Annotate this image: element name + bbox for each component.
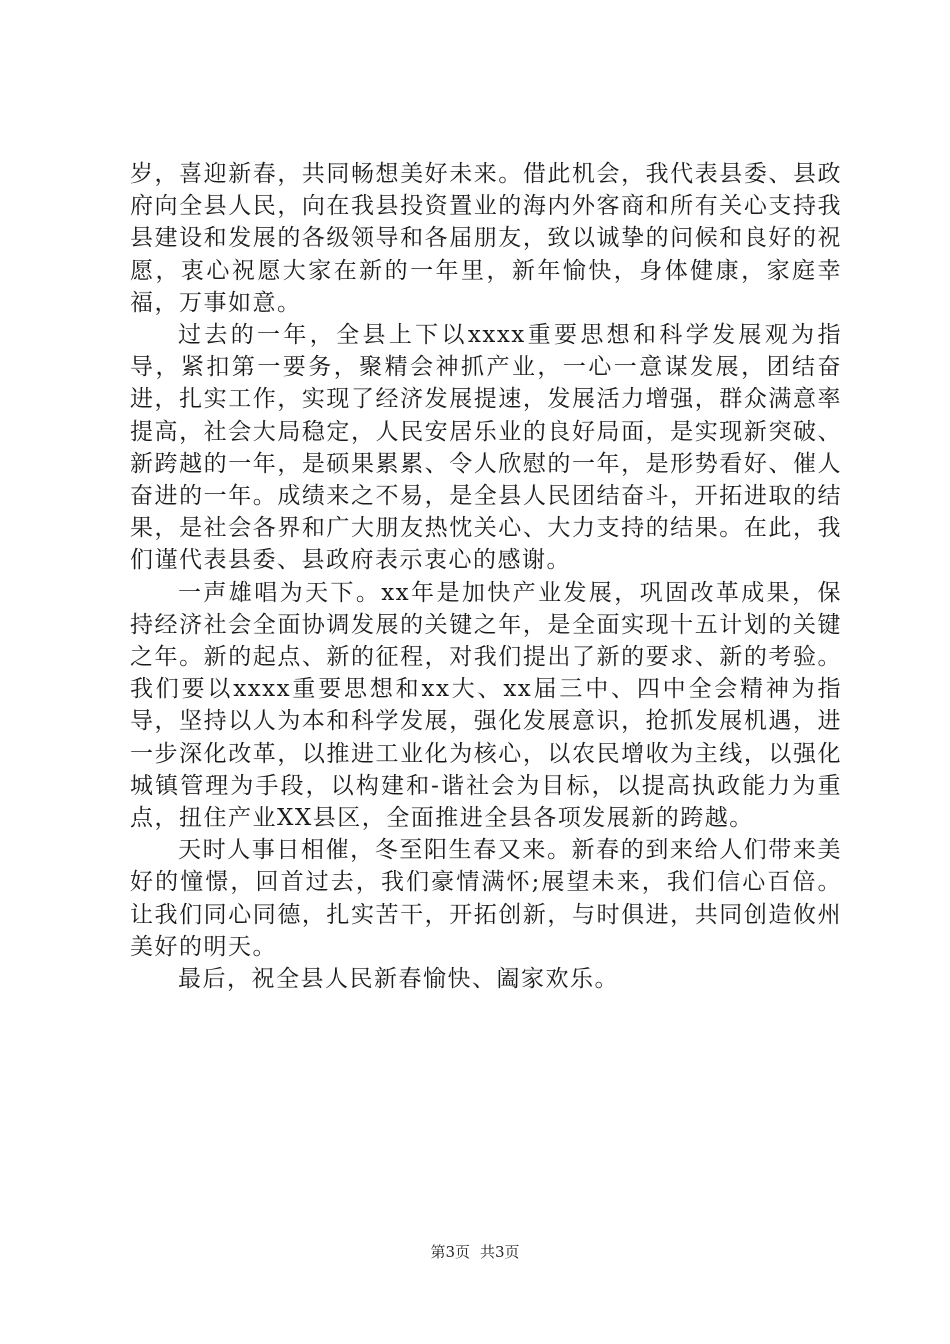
paragraph-new-year-goals: 一声雄唱为天下。xx年是加快产业发展，巩固改革成果，保持经济社会全面协调发展的关键之年，是全面实现十五计划的关键之年。新的起点、新的征程，对我们提出了新的要求、新的考验。我们要以xxxx重要思想和xx大、xx届三中、四中全会精神为指导，坚持以人为本和科学发展，强化发展意识，抢抓发展机遇，进一步深化改革，以推进工业化为核心，以农民增收为主线，以强化城镇管理为手段，以构建和-谐社会为目标，以提高执政能力为重点，扭住产业XX县区，全面推进全县各项发展新的跨越。 — [130, 579, 842, 832]
page-footer — [0, 1242, 950, 1262]
paragraph-closing-wishes: 最后，祝全县人民新春愉快、阖家欢乐。 — [178, 966, 619, 993]
paragraph-outlook: 天时人事日相催，冬至阳生春又来。新春的到来给人们带来美好的憧憬，回首过去，我们豪情满怀;展望未来，我们信心百倍。让我们同心同德，扎实苦干，开拓创新，与时俱进，共同创造攸州美好的明天。 — [130, 837, 842, 960]
page-number-current: 第3页 — [430, 1243, 470, 1261]
page-number-total: 共3页 — [480, 1243, 520, 1261]
document-body — [130, 158, 842, 995]
paragraph-past-year-review: 过去的一年，全县上下以xxxx重要思想和科学发展观为指导，紧扣第一要务，聚精会神抓产业，一心一意谋发展，团结奋进，扎实工作，实现了经济发展提速，发展活力增强，群众满意率提高，社会大局稳定，人民安居乐业的良好局面，是实现新突破、新跨越的一年，是硕果累累、令人欣慰的一年，是形势看好、催人奋进的一年。成绩来之不易，是全县人民团结奋斗，开拓进取的结果，是社会各界和广大朋友热忱关心、大力支持的结果。在此，我们谨代表县委、县政府表示衷心的感谢。 — [130, 322, 842, 574]
paragraph-greeting-continuation: 岁，喜迎新春，共同畅想美好未来。借此机会，我代表县委、县政府向全县人民，向在我县投资置业的海内外客商和所有关心支持我县建设和发展的各级领导和各届朋友，致以诚挚的问候和良好的祝愿，衷心祝愿大家在新的一年里，新年愉快，身体健康，家庭幸福，万事如意。 — [130, 161, 842, 316]
